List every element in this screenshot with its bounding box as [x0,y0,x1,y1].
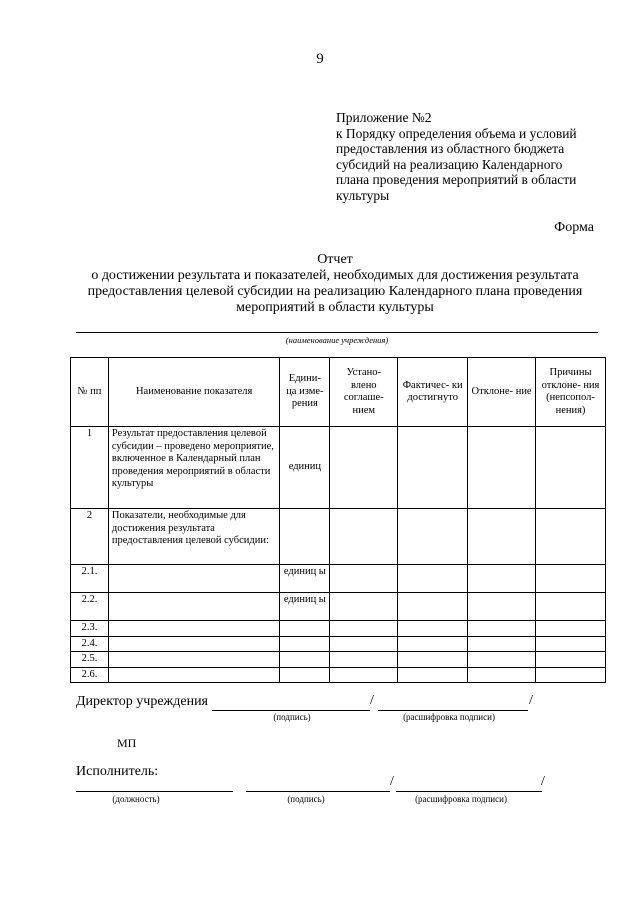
row-unit: единиц [280,427,330,509]
stamp-label: МП [117,736,137,750]
header-reasons: Причины отклоне- ния (непсопол- нения) [536,358,606,427]
actual-cell[interactable] [398,509,468,565]
table-row [71,636,606,652]
director-signature-line[interactable] [212,710,370,711]
header-indicator-name: Наименование показателя [108,358,279,427]
row-unit[interactable] [280,667,330,683]
signature-caption: (подпись) [287,794,325,804]
appendix-line: предоставления из областного бюджета [336,141,565,156]
reason-cell[interactable] [536,593,606,621]
header-number: № пп [71,358,109,427]
row-number: 2.3. [71,621,109,637]
table-row [71,565,606,593]
appendix-line: плана проведения мероприятий в области [336,172,577,187]
report-subtitle-line: предоставления целевой субсидии на реализацию Календарного плана проведения [87,284,583,299]
table-row [71,621,606,637]
reason-cell[interactable] [536,509,606,565]
row-unit[interactable] [280,621,330,637]
row-indicator-name[interactable] [108,636,279,652]
slash-separator: / [529,693,533,708]
reason-cell[interactable] [536,427,606,509]
row-indicator-name[interactable] [108,621,279,637]
row-number: 2.4. [71,636,109,652]
row-indicator-name: Показатели, необходимые для достижения результата предоставления целевой субсидии: [108,509,279,565]
table-row [71,667,606,683]
appendix-block [336,110,606,203]
report-table [70,357,606,683]
report-title: Отчет [317,252,353,267]
appendix-line: к Порядку определения объема и условий [336,125,577,141]
row-unit[interactable] [280,636,330,652]
planned-cell[interactable] [330,636,398,652]
deviation-cell[interactable] [468,621,536,637]
deviation-cell[interactable] [468,427,536,509]
row-indicator-name[interactable] [108,565,279,593]
appendix-line: субсидий на реализацию Календарного [336,156,563,172]
organization-name-line[interactable] [76,332,598,333]
row-number: 1 [71,427,109,509]
row-unit [280,509,330,565]
organization-caption: (наименование учреждения) [285,335,389,345]
executor-decoding-line[interactable] [396,791,542,792]
planned-cell[interactable] [330,621,398,637]
actual-cell[interactable] [398,565,468,593]
director-decoding-line[interactable] [378,710,528,711]
actual-cell[interactable] [398,636,468,652]
table-row [71,593,606,621]
table-row [71,427,606,509]
appendix-line: Приложение №2 [336,110,432,125]
page-number: 9 [316,51,324,67]
report-title-block [70,252,600,316]
appendix-line: культуры [336,187,390,203]
row-unit: единиц ы [280,593,330,621]
actual-cell[interactable] [398,593,468,621]
deviation-cell[interactable] [468,652,536,668]
row-unit[interactable] [280,652,330,668]
actual-cell[interactable] [398,427,468,509]
row-number: 2.5. [71,652,109,668]
header-planned: Устано- влено соглаше- нием [330,358,398,427]
decoding-caption: (расшифровка подписи) [403,712,495,722]
deviation-cell[interactable] [468,509,536,565]
reason-cell[interactable] [536,636,606,652]
slash-separator: / [370,693,374,708]
slash-separator: / [390,774,394,789]
reason-cell[interactable] [536,667,606,683]
table-row [71,652,606,668]
reason-cell[interactable] [536,621,606,637]
actual-cell[interactable] [398,652,468,668]
row-indicator-name[interactable] [108,667,279,683]
position-caption: (должность) [112,794,160,804]
row-number: 2.1. [71,565,109,593]
row-number: 2 [71,509,109,565]
deviation-cell[interactable] [468,565,536,593]
reason-cell[interactable] [536,565,606,593]
slash-separator: / [541,774,545,789]
executor-position-line[interactable] [76,791,233,792]
planned-cell[interactable] [330,427,398,509]
row-number: 2.2. [71,593,109,621]
header-unit: Едини- ца изме- рения [280,358,330,427]
signature-caption: (подпись) [273,712,311,722]
header-deviation: Отклоне- ние [468,358,536,427]
form-label: Форма [554,220,594,235]
decoding-caption: (расшифровка подписи) [415,794,507,804]
planned-cell[interactable] [330,593,398,621]
planned-cell[interactable] [330,509,398,565]
row-indicator-name: Результат предоставления целевой субсидии – проведено мероприятие, включенное в Календарный план проведения мероприятий в области культуры [108,427,279,509]
actual-cell[interactable] [398,667,468,683]
executor-label: Исполнитель: [76,764,159,779]
report-subtitle-line: мероприятий в области культуры [236,300,434,315]
row-indicator-name[interactable] [108,593,279,621]
planned-cell[interactable] [330,652,398,668]
planned-cell[interactable] [330,667,398,683]
header-actual: Фактичес- ки достигнуто [398,358,468,427]
reason-cell[interactable] [536,652,606,668]
deviation-cell[interactable] [468,593,536,621]
executor-signature-line[interactable] [246,791,390,792]
table-header-row [71,358,606,427]
deviation-cell[interactable] [468,636,536,652]
director-label: Директор учреждения [76,694,208,709]
report-subtitle-line: о достижении результата и показателей, необходимых для достижения результата [91,268,579,283]
row-number: 2.6. [71,667,109,683]
actual-cell[interactable] [398,621,468,637]
row-unit: единиц ы [280,565,330,593]
planned-cell[interactable] [330,565,398,593]
table-row [71,509,606,565]
row-indicator-name[interactable] [108,652,279,668]
deviation-cell[interactable] [468,667,536,683]
